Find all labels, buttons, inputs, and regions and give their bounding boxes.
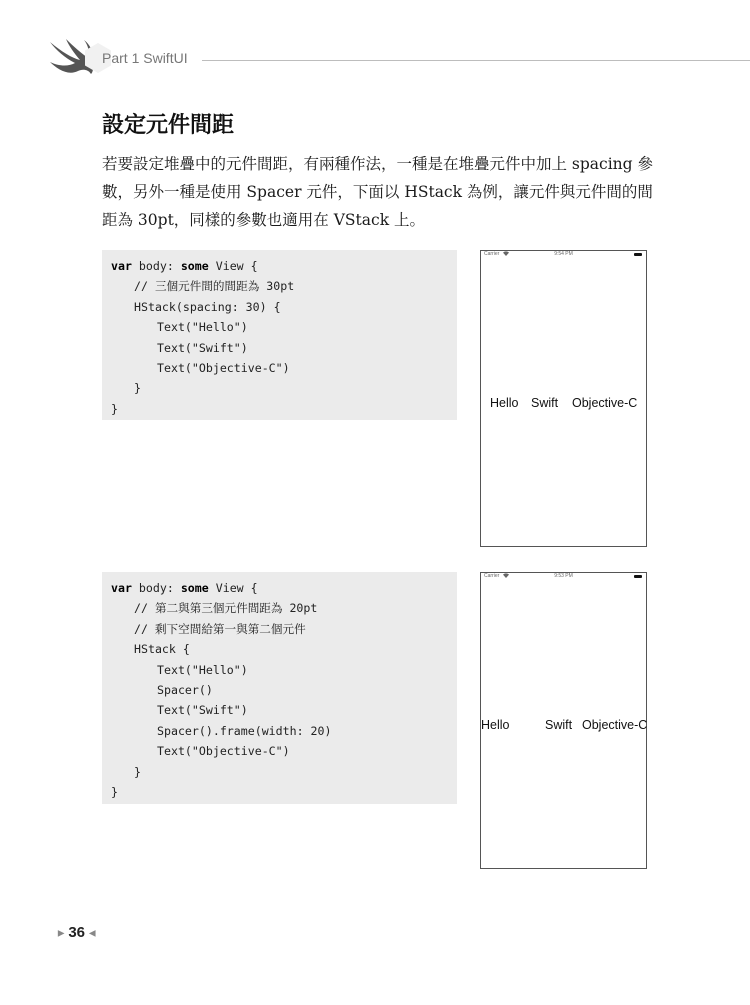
objective-c-label: Objective-C xyxy=(582,718,648,732)
code-line: Spacer() xyxy=(157,682,213,697)
page-header xyxy=(0,0,750,100)
code-line: Text("Swift") xyxy=(157,340,248,355)
swift-label: Swift xyxy=(531,396,559,410)
status-time: 9:54 PM xyxy=(554,251,573,257)
code-line: HStack(spacing: 30) { xyxy=(134,299,281,314)
code-line: Text("Objective-C") xyxy=(157,744,290,759)
code-line: } xyxy=(111,401,118,416)
code-line: var body: some View { xyxy=(111,581,258,595)
page-number: ▶ 36 ◀ xyxy=(58,924,96,941)
battery-icon xyxy=(634,253,642,256)
code-comment: // 三個元件間的間距為 30pt xyxy=(134,279,295,294)
code-line: Text("Swift") xyxy=(157,703,248,718)
part-label: Part 1 SwiftUI xyxy=(102,50,188,66)
code-line: var body: some View { xyxy=(111,259,258,273)
objective-c-label: Objective-C xyxy=(572,396,638,410)
status-bar xyxy=(481,573,646,583)
phone-preview xyxy=(480,572,647,869)
status-bar xyxy=(481,251,646,261)
code-line: Text("Objective-C") xyxy=(157,360,290,375)
code-block xyxy=(102,572,457,804)
code-line: Spacer().frame(width: 20) xyxy=(157,723,332,738)
swift-label: Swift xyxy=(545,718,573,732)
carrier-label: Carrier xyxy=(484,573,500,579)
code-block xyxy=(102,250,457,420)
battery-icon xyxy=(634,575,642,578)
phone-preview xyxy=(480,250,647,547)
code-line: } xyxy=(134,381,141,396)
carrier-label: Carrier xyxy=(484,251,500,257)
status-time: 9:53 PM xyxy=(554,573,573,579)
code-line: } xyxy=(111,784,118,799)
body-paragraph: 若要設定堆疊中的元件間距，有兩種作法，一種是在堆疊元件中加上 spacing 參數，另外一種是使用 Spacer 元件，下面以 HStack 為例，讓元件與元件間的間距為 30pt，同樣的參數也適用在 VStack 上。 xyxy=(102,155,654,229)
triangle-arrow-icon: ◀ xyxy=(89,928,96,938)
code-line: } xyxy=(134,764,141,779)
section-title: 設定元件間距 xyxy=(102,113,235,138)
code-line: Text("Hello") xyxy=(157,662,248,677)
code-line: Text("Hello") xyxy=(157,320,248,335)
triangle-arrow-icon: ▶ xyxy=(58,928,65,938)
code-line: HStack { xyxy=(134,642,190,657)
hello-label: Hello xyxy=(490,396,519,410)
code-comment: // 剩下空間給第一與第二個元件 xyxy=(134,621,306,636)
hello-label: Hello xyxy=(481,718,510,732)
header-rule xyxy=(202,60,750,61)
code-comment: // 第二與第三個元件間距為 20pt xyxy=(134,601,318,616)
